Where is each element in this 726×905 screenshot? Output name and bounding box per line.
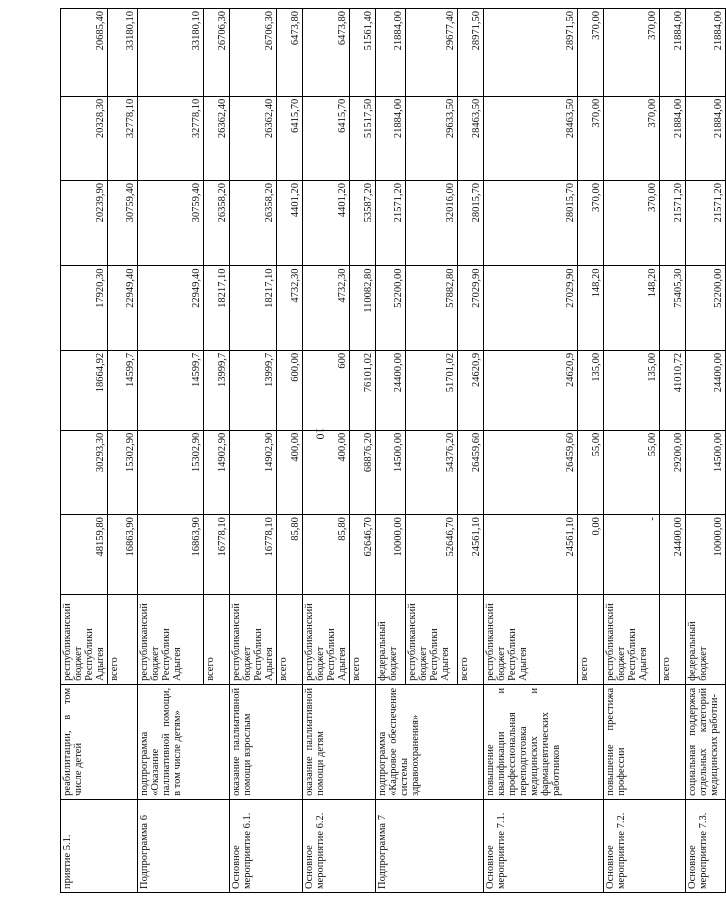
amount-cell: 32778,10 [138,96,204,180]
amount-cell: 110082,80 [350,266,376,350]
text-cell: оказание паллиативной помощи детям [303,684,376,799]
amount-cell: 20239,90 [61,181,108,266]
amount-cell: 24561,10 [484,515,578,595]
text-cell: приятие 5.1. [61,799,138,892]
amount-cell: 400,00 [303,430,350,514]
amount-cell: 21884,00 [376,9,406,97]
amount-cell: 14902,90 [230,430,277,514]
amount-cell: 20328,30 [61,96,108,180]
amount-cell: 33180,10 [108,9,138,97]
text-cell: всего [277,595,303,685]
text-cell: республиканский бюджет Республики Адыгея [484,595,578,685]
amount-cell: 4401,20 [303,181,350,266]
amount-cell: 26358,20 [230,181,277,266]
text-cell: Подпрограмма 7 [376,799,484,892]
amount-cell: 26358,20 [204,181,230,266]
amount-cell: 28463,50 [458,96,484,180]
text-cell: оказание паллиативной помощи взрослым [230,684,303,799]
table-row [604,9,660,893]
amount-cell: 85,80 [277,515,303,595]
amount-cell: 370,00 [578,181,604,266]
amount-cell: 17920,30 [61,266,108,350]
amount-cell: 27029,90 [458,266,484,350]
text-cell: всего [204,595,230,685]
rotated-page [60,8,724,893]
table-row [686,9,726,893]
amount-cell: 24561,10 [458,515,484,595]
amount-cell: 28015,70 [458,181,484,266]
amount-cell: 14500,00 [376,430,406,514]
table-row [230,9,277,893]
amount-cell: 51517,50 [350,96,376,180]
amount-cell: 13999,7 [230,350,277,430]
amount-cell: 32016,00 [406,181,458,266]
amount-cell: 6473,80 [303,9,350,97]
table-row [376,9,406,893]
budget-table [60,8,726,893]
amount-cell: 4732,30 [277,266,303,350]
table-row [484,9,578,893]
amount-cell: 4401,20 [277,181,303,266]
amount-cell: 370,00 [604,181,660,266]
text-cell: республиканский бюджет Республики Адыгея [230,595,277,685]
amount-cell: 24400,00 [376,350,406,430]
text-cell: всего [660,595,686,685]
amount-cell: 28971,50 [484,9,578,97]
amount-cell: 57882,80 [406,266,458,350]
text-cell: Подпрограмма 6 [138,799,230,892]
amount-cell: 75405,30 [660,266,686,350]
text-cell: всего [458,595,484,685]
text-cell: федеральный бюджет [686,595,726,685]
amount-cell: 4732,30 [303,266,350,350]
amount-cell: 24400,00 [660,515,686,595]
amount-cell: 370,00 [604,9,660,97]
amount-cell: 148,20 [578,266,604,350]
amount-cell: 52200,00 [376,266,406,350]
text-cell: республиканский бюджет Республики Адыгея [303,595,350,685]
amount-cell: 26459,60 [458,430,484,514]
text-cell: федеральный бюджет [376,595,406,685]
amount-cell: 21884,00 [686,96,726,180]
amount-cell: 18217,10 [230,266,277,350]
amount-cell: 29200,00 [660,430,686,514]
amount-cell: 21884,00 [660,9,686,97]
amount-cell: 370,00 [578,96,604,180]
amount-cell: 54376,20 [406,430,458,514]
amount-cell: 28463,50 [484,96,578,180]
amount-cell: 6473,80 [277,9,303,97]
table-row [303,9,350,893]
amount-cell: 18217,10 [204,266,230,350]
amount-cell: 76101,02 [350,350,376,430]
page-number: 10 [313,427,328,440]
amount-cell: 51561,40 [350,9,376,97]
amount-cell: - [604,515,660,595]
table-row [61,9,108,893]
text-cell: подпрограмма «Кадровое обеспечение системы здравоохранения» [376,684,484,799]
amount-cell: 16863,90 [108,515,138,595]
table-row [138,9,204,893]
amount-cell: 55,00 [604,430,660,514]
text-cell: Основное мероприятие 7.1. [484,799,604,892]
amount-cell: 51701,02 [406,350,458,430]
amount-cell: 26706,30 [230,9,277,97]
text-cell: повышение престижа профессии [604,684,686,799]
amount-cell: 26362,40 [230,96,277,180]
amount-cell: 26362,40 [204,96,230,180]
amount-cell: 16778,10 [204,515,230,595]
amount-cell: 13999,7 [204,350,230,430]
amount-cell: 26706,30 [204,9,230,97]
amount-cell: 370,00 [604,96,660,180]
amount-cell: 30759,40 [138,181,204,266]
amount-cell: 21571,20 [686,181,726,266]
amount-cell: 24620,9 [484,350,578,430]
amount-cell: 28971,50 [458,9,484,97]
amount-cell: 29677,40 [406,9,458,97]
amount-cell: 600 [303,350,350,430]
amount-cell: 21571,20 [660,181,686,266]
amount-cell: 52200,00 [686,266,726,350]
amount-cell: 21884,00 [660,96,686,180]
amount-cell: 6415,70 [277,96,303,180]
amount-cell: 41010,72 [660,350,686,430]
text-cell: реабилитации, в том числе детей [61,684,138,799]
amount-cell: 6415,70 [303,96,350,180]
amount-cell: 68876,20 [350,430,376,514]
amount-cell: 10000,00 [376,515,406,595]
text-cell: подпрограмма «Оказание паллиативной помощи, в том числе детям» [138,684,230,799]
amount-cell: 33180,10 [138,9,204,97]
amount-cell: 18664,92 [61,350,108,430]
text-cell: Основное мероприятие 6.2. [303,799,376,892]
amount-cell: 14500,00 [686,430,726,514]
amount-cell: 24400,00 [686,350,726,430]
amount-cell: 14599,7 [138,350,204,430]
amount-cell: 26459,60 [484,430,578,514]
amount-cell: 24620,9 [458,350,484,430]
text-cell: республиканский бюджет Республики Адыгея [406,595,458,685]
amount-cell: 20685,40 [61,9,108,97]
amount-cell: 28015,70 [484,181,578,266]
amount-cell: 53587,20 [350,181,376,266]
amount-cell: 21884,00 [686,9,726,97]
amount-cell: 400,00 [277,430,303,514]
amount-cell: 48159,80 [61,515,108,595]
text-cell: повышение квалификации и профессиональная переподготовка медицинских и фармацевтических работников [484,684,604,799]
amount-cell: 15302,90 [138,430,204,514]
amount-cell: 10000,00 [686,515,726,595]
amount-cell: 29633,50 [406,96,458,180]
amount-cell: 600,00 [277,350,303,430]
amount-cell: 14902,90 [204,430,230,514]
text-cell: всего [350,595,376,685]
amount-cell: 22949,40 [138,266,204,350]
amount-cell: 15302,90 [108,430,138,514]
amount-cell: 14599,7 [108,350,138,430]
amount-cell: 30293,30 [61,430,108,514]
amount-cell: 21884,00 [376,96,406,180]
amount-cell: 55,00 [578,430,604,514]
amount-cell: 21571,20 [376,181,406,266]
text-cell: социальная поддержка отдельных категорий медицинских работни- [686,684,726,799]
amount-cell: 148,20 [604,266,660,350]
text-cell: Основное мероприятие 7.3. [686,799,726,892]
amount-cell: 135,00 [604,350,660,430]
amount-cell: 0,00 [578,515,604,595]
amount-cell: 32778,10 [108,96,138,180]
amount-cell: 16778,10 [230,515,277,595]
amount-cell: 370,00 [578,9,604,97]
amount-cell: 52646,70 [406,515,458,595]
text-cell: всего [108,595,138,685]
amount-cell: 22949,40 [108,266,138,350]
amount-cell: 62646,70 [350,515,376,595]
amount-cell: 16863,90 [138,515,204,595]
text-cell: республиканский бюджет Республики Адыгея [61,595,108,685]
text-cell: республиканский бюджет Республики Адыгея [604,595,660,685]
amount-cell: 30759,40 [108,181,138,266]
amount-cell: 27029,90 [484,266,578,350]
amount-cell: 135,00 [578,350,604,430]
text-cell: всего [578,595,604,685]
amount-cell: 85,80 [303,515,350,595]
text-cell: Основное мероприятие 6.1. [230,799,303,892]
text-cell: Основное мероприятие 7.2. [604,799,686,892]
text-cell: республиканский бюджет Республики Адыгея [138,595,204,685]
